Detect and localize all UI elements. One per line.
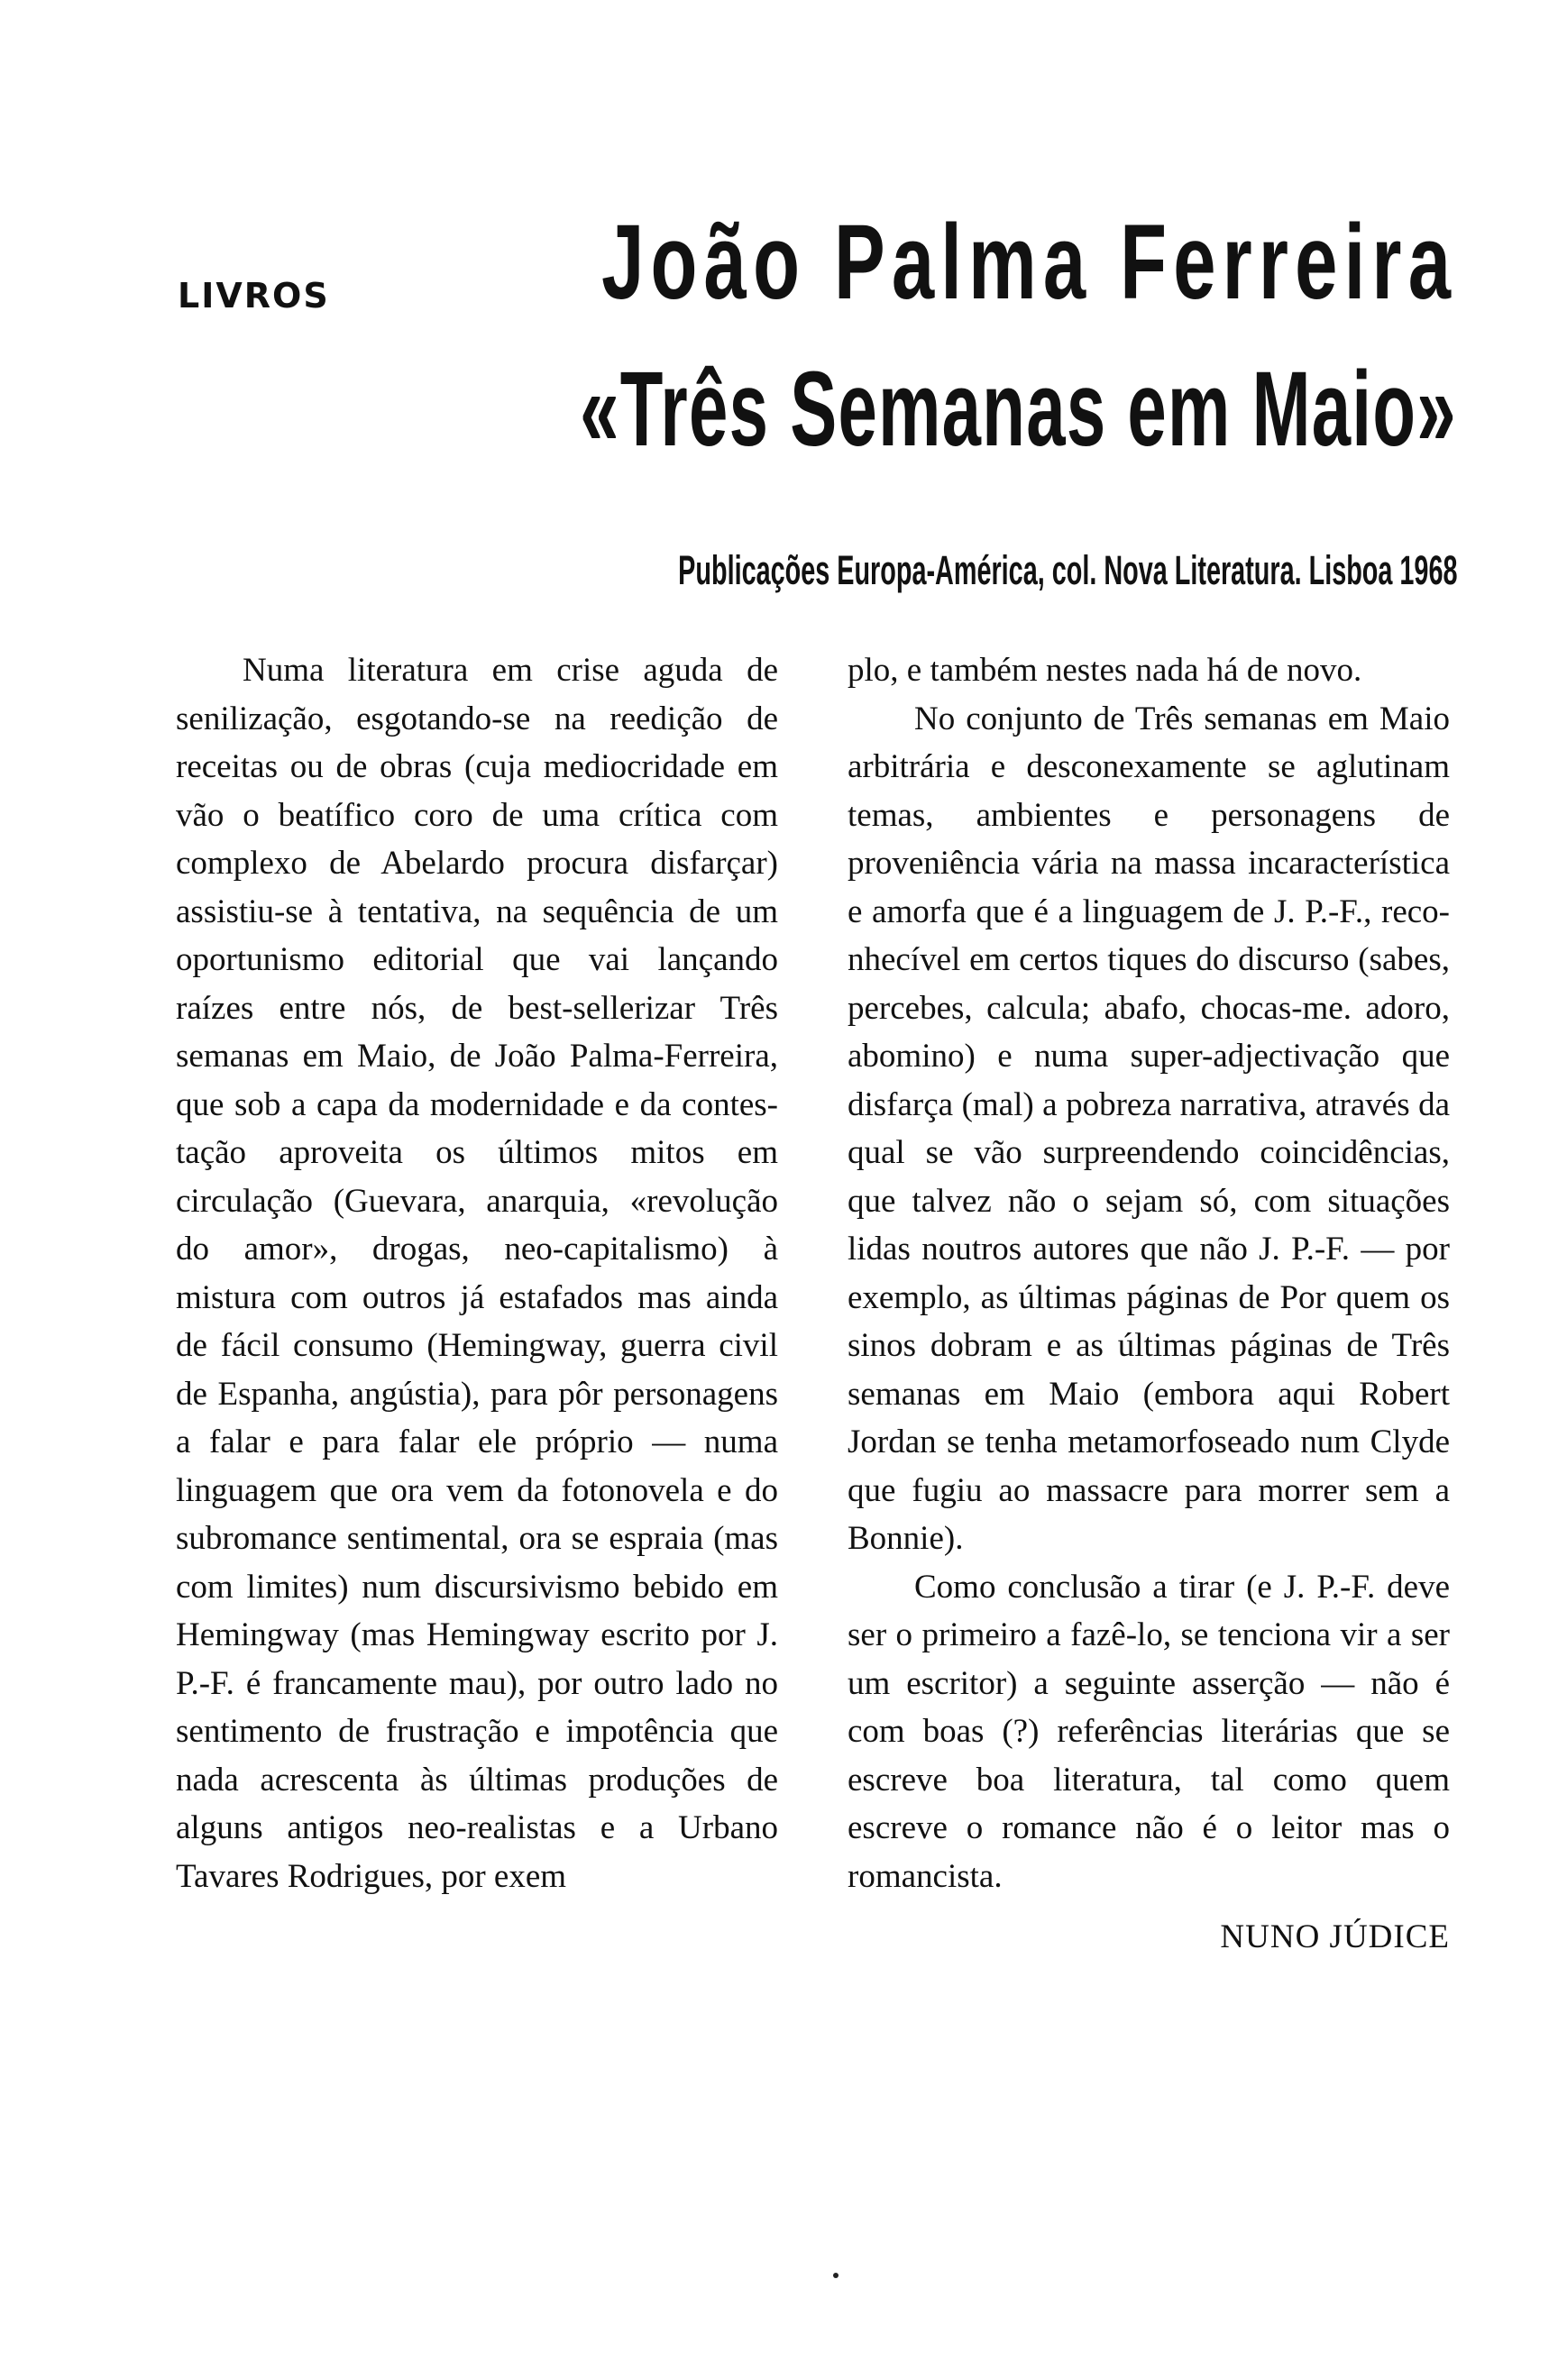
review-paragraph: Como conclusão a tirar (e J. P.-F. deve ser o primeiro a fazê-lo, se tenciona vir a ser um escritor) a seguinte asserção — não é com boas (?) referências literárias que se escreve boa literatura, tal como quem escreve o romance não é o leitor mas o romancista. [848, 1568, 1450, 1895]
book-author-heading: João Palma Ferreira [600, 203, 1457, 322]
book-title-heading: «Três Semanas em Maio» [580, 350, 1457, 469]
publication-info: Publicações Europa-América, col. Nova Literatura. Lisboa 1968 [677, 547, 1457, 593]
section-label: LIVROS [178, 276, 330, 316]
author-signature: NUNO JÚDICE [1220, 1918, 1450, 1955]
review-paragraph: Numa literatura em crise aguda de senilização, esgotando-se na reedição de receitas ou de obras (cuja mediocridade em vão o beatífico coro de uma crítica com complexo de Abelardo procura disfarçar) assistiu-se à tentativa, na sequência de um oportunismo editorial que vai lançando raízes entre nós, de best-sellerizar Três semanas em Maio, de João Palma-Ferreira, que sob a capa da modernidade e da contestação aproveita os últimos mitos em circulação (Guevara, anarquia, «revolução do amor», drogas, neo-capitalismo) à mistura com outros já estafados mas ainda de fácil consumo (Hemingway, guerra civil de Espanha, angústia), para pôr personagens a falar e para falar ele próprio — numa linguagem que ora vem da fotonovela e do subromance sentimental, ora se espraia (mas com limites) num discursivismo bebido em Hemingway (mas Hemingway escrito por J. P.-F. é francamente mau), por outro lado no sentimento de frustração e impotência que nada acrescenta às últimas produções de alguns antigos neo-realistas e a Urbano Tavares Rodrigues, por exem [176, 652, 778, 1895]
review-paragraph-continuation: plo, e também nestes nada há de novo. [848, 652, 1362, 689]
review-column-right [848, 646, 1450, 1962]
review-paragraph: No conjunto de Três semanas em Maio arbitrária e desconexamente se aglutinam temas, ambientes e personagens de proveniência vária na massa incaracterística e amorfa que é a linguagem de J. P.-F., reconhecível em certos tiques do discurso (sabes, percebes, calcula; abafo, chocas-me. adoro, abomino) e numa super-adjectivação que disfarça (mal) a pobreza narrativa, através da qual se vão surpreendendo coincidências, que talvez não o sejam só, com situações lidas noutros autores que não J. P.-F. — por exemplo, as últimas páginas de Por quem os sinos dobram e as últimas páginas de Três semanas em Maio (embora aqui Robert Jordan se tenha metamorfoseado num Clyde que fugiu ao massacre para morrer sem a Bonnie). [848, 700, 1450, 1557]
page-mark-dot [833, 2273, 839, 2278]
review-column-left [176, 646, 778, 1900]
